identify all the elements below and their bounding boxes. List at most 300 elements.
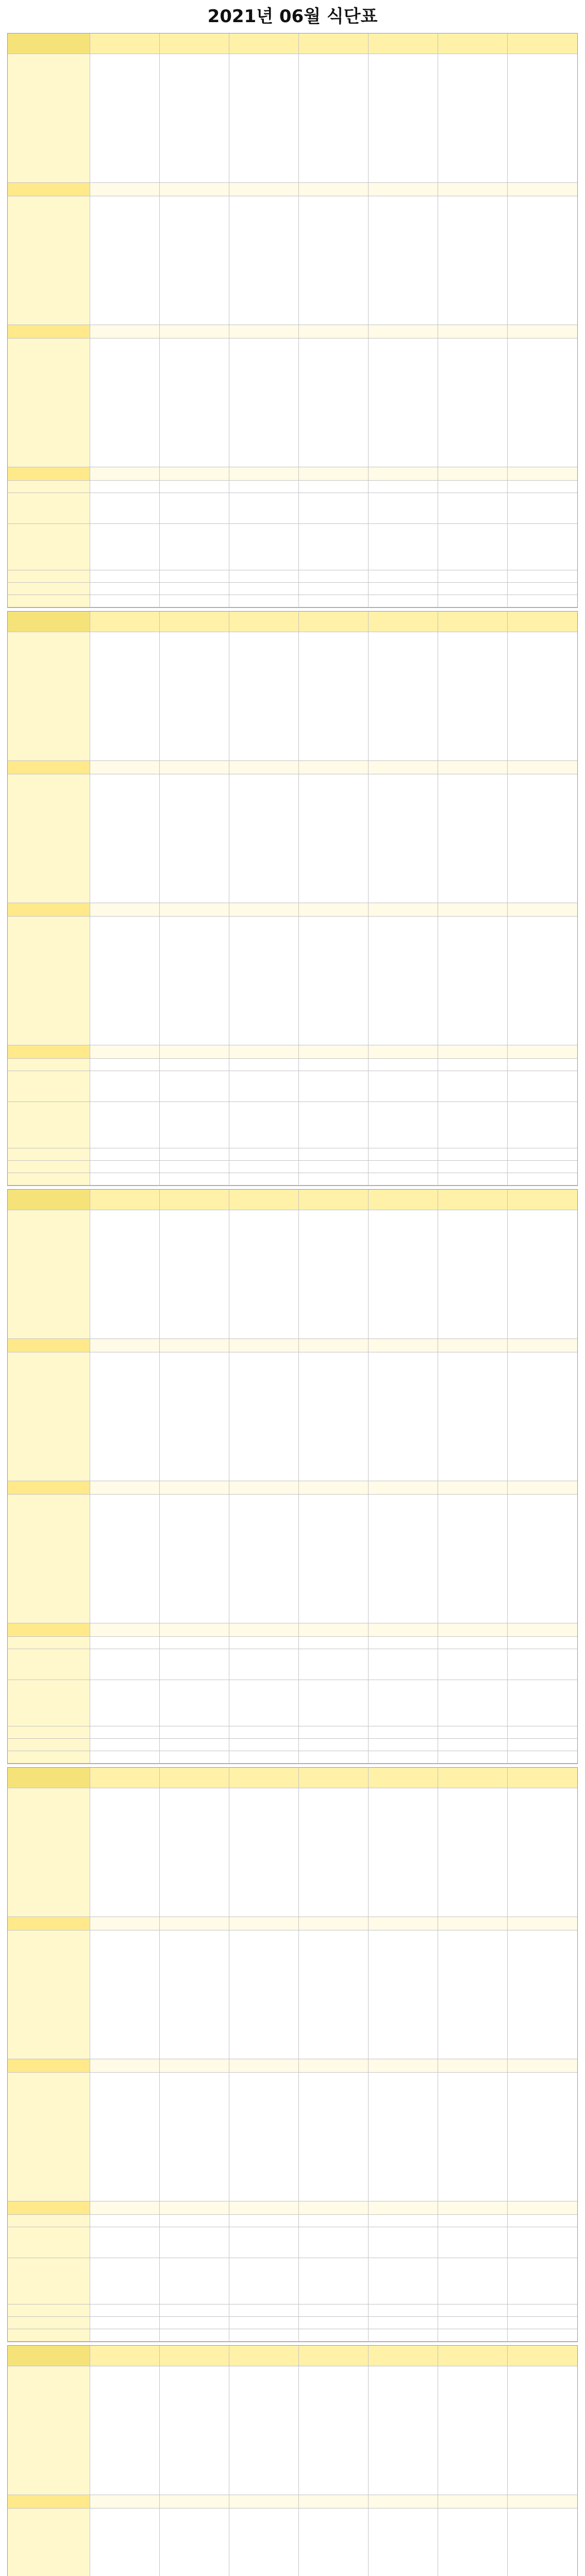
menu-cell: [369, 1059, 438, 1071]
menu-cell: [508, 1102, 577, 1148]
menu-cell: [508, 1352, 577, 1481]
menu-cell: [508, 1210, 577, 1339]
menu-cell: [229, 481, 299, 493]
menu-cell: [369, 2073, 438, 2201]
menu-cell: [438, 1173, 508, 1185]
menu-cell: [299, 2317, 369, 2329]
menu-cell: [369, 632, 438, 761]
day-header: [90, 1190, 160, 1210]
menu-cell: [508, 1680, 577, 1726]
calorie-cell: [229, 467, 299, 481]
menu-cell: [299, 1751, 369, 1764]
menu-cell: [160, 1161, 229, 1173]
calorie-cell: [90, 183, 160, 196]
row-label: [8, 196, 90, 325]
menu-cell: [508, 2073, 577, 2201]
day-header: [438, 33, 508, 54]
row-label: [8, 467, 90, 481]
menu-cell: [438, 2329, 508, 2342]
menu-cell: [369, 1649, 438, 1680]
week-table: [7, 611, 578, 1186]
menu-cell: [508, 2509, 577, 2576]
menu-cell: [229, 1680, 299, 1726]
row-label: [8, 481, 90, 493]
day-header: [229, 1190, 299, 1210]
menu-cell: [90, 1173, 160, 1185]
menu-cell: [369, 2509, 438, 2576]
day-header: [438, 1190, 508, 1210]
calorie-cell: [369, 1339, 438, 1352]
row-label: [8, 1102, 90, 1148]
row-label: [8, 570, 90, 583]
menu-cell: [90, 1161, 160, 1173]
calorie-cell: [438, 2059, 508, 2073]
calorie-cell: [160, 761, 229, 774]
menu-cell: [508, 1726, 577, 1739]
menu-cell: [369, 1739, 438, 1751]
menu-cell: [90, 2215, 160, 2227]
menu-cell: [369, 338, 438, 467]
calorie-cell: [90, 2495, 160, 2509]
menu-cell: [438, 1930, 508, 2059]
menu-cell: [90, 1649, 160, 1680]
calorie-cell: [229, 2201, 299, 2215]
row-label: [8, 2073, 90, 2201]
row-label: [8, 2329, 90, 2342]
menu-cell: [508, 2366, 577, 2495]
menu-cell: [299, 1726, 369, 1739]
menu-cell: [299, 917, 369, 1045]
day-header: [160, 1190, 229, 1210]
week-table: [7, 1767, 578, 2342]
calorie-cell: [160, 1623, 229, 1637]
menu-cell: [299, 2227, 369, 2258]
menu-cell: [299, 2366, 369, 2495]
menu-cell: [438, 2258, 508, 2304]
menu-cell: [160, 2258, 229, 2304]
menu-cell: [90, 583, 160, 595]
calorie-cell: [90, 1917, 160, 1930]
menu-cell: [369, 2304, 438, 2317]
menu-cell: [369, 570, 438, 583]
menu-cell: [160, 1173, 229, 1185]
calorie-cell: [160, 183, 229, 196]
menu-cell: [369, 2329, 438, 2342]
menu-cell: [160, 2329, 229, 2342]
header-corner: [8, 33, 90, 54]
row-label: [8, 903, 90, 917]
menu-cell: [438, 632, 508, 761]
menu-cell: [229, 2366, 299, 2495]
menu-cell: [299, 1173, 369, 1185]
menu-cell: [90, 1495, 160, 1623]
menu-cell: [90, 1680, 160, 1726]
menu-cell: [299, 1148, 369, 1161]
menu-cell: [438, 1739, 508, 1751]
menu-cell: [160, 2215, 229, 2227]
menu-cell: [369, 1680, 438, 1726]
menu-cell: [369, 2215, 438, 2227]
menu-cell: [160, 1352, 229, 1481]
calorie-cell: [160, 1481, 229, 1495]
day-header: [229, 612, 299, 632]
menu-cell: [229, 1102, 299, 1148]
menu-cell: [508, 1637, 577, 1649]
row-label: [8, 1623, 90, 1637]
menu-cell: [229, 595, 299, 607]
calorie-cell: [299, 1917, 369, 1930]
calorie-cell: [299, 1481, 369, 1495]
menu-cell: [299, 1637, 369, 1649]
calorie-cell: [508, 1045, 577, 1059]
menu-cell: [508, 2329, 577, 2342]
menu-cell: [508, 774, 577, 903]
day-header: [508, 33, 577, 54]
calorie-cell: [229, 1623, 299, 1637]
calorie-cell: [508, 467, 577, 481]
menu-cell: [90, 1071, 160, 1102]
menu-cell: [90, 2509, 160, 2576]
menu-cell: [90, 1739, 160, 1751]
menu-cell: [229, 1788, 299, 1917]
calorie-cell: [160, 2201, 229, 2215]
menu-cell: [508, 524, 577, 570]
menu-cell: [90, 2073, 160, 2201]
row-label: [8, 595, 90, 607]
calorie-cell: [90, 1339, 160, 1352]
calorie-cell: [229, 903, 299, 917]
row-label: [8, 2201, 90, 2215]
menu-cell: [508, 583, 577, 595]
menu-cell: [508, 2258, 577, 2304]
calorie-cell: [369, 1917, 438, 1930]
calorie-cell: [369, 2201, 438, 2215]
menu-cell: [160, 570, 229, 583]
menu-cell: [438, 1495, 508, 1623]
menu-cell: [160, 1751, 229, 1764]
row-label: [8, 1726, 90, 1739]
menu-cell: [508, 595, 577, 607]
menu-cell: [90, 774, 160, 903]
menu-cell: [160, 1495, 229, 1623]
row-label: [8, 1917, 90, 1930]
menu-cell: [229, 917, 299, 1045]
calorie-cell: [160, 1045, 229, 1059]
menu-cell: [299, 583, 369, 595]
menu-cell: [299, 196, 369, 325]
calorie-cell: [438, 2495, 508, 2509]
calorie-cell: [90, 903, 160, 917]
calorie-cell: [508, 1917, 577, 1930]
menu-cell: [90, 1930, 160, 2059]
row-label: [8, 2304, 90, 2317]
row-label: [8, 1637, 90, 1649]
calorie-cell: [160, 1917, 229, 1930]
menu-cell: [229, 196, 299, 325]
menu-cell: [369, 1161, 438, 1173]
day-header: [299, 33, 369, 54]
row-label: [8, 2227, 90, 2258]
row-label: [8, 524, 90, 570]
menu-cell: [369, 1637, 438, 1649]
day-header: [160, 612, 229, 632]
menu-cell: [508, 1788, 577, 1917]
week-table: [7, 33, 578, 608]
day-header: [299, 2346, 369, 2366]
menu-cell: [438, 1726, 508, 1739]
calorie-cell: [438, 1339, 508, 1352]
row-label: [8, 1495, 90, 1623]
menu-cell: [90, 481, 160, 493]
menu-cell: [160, 1637, 229, 1649]
day-header: [229, 33, 299, 54]
row-label: [8, 1649, 90, 1680]
menu-cell: [369, 524, 438, 570]
calorie-cell: [229, 325, 299, 338]
menu-cell: [438, 1102, 508, 1148]
menu-cell: [299, 493, 369, 524]
menu-cell: [438, 595, 508, 607]
menu-cell: [160, 1726, 229, 1739]
menu-cell: [160, 481, 229, 493]
menu-cell: [438, 1649, 508, 1680]
row-label: [8, 1481, 90, 1495]
calorie-cell: [438, 467, 508, 481]
menu-cell: [229, 1161, 299, 1173]
menu-cell: [299, 2329, 369, 2342]
calorie-cell: [369, 467, 438, 481]
calorie-cell: [369, 325, 438, 338]
calorie-cell: [369, 183, 438, 196]
menu-cell: [369, 1071, 438, 1102]
calorie-cell: [369, 1481, 438, 1495]
menu-cell: [160, 917, 229, 1045]
menu-cell: [229, 338, 299, 467]
calorie-cell: [229, 761, 299, 774]
calorie-cell: [508, 903, 577, 917]
row-label: [8, 774, 90, 903]
menu-cell: [90, 1059, 160, 1071]
menu-cell: [438, 2509, 508, 2576]
calorie-cell: [90, 1623, 160, 1637]
row-label: [8, 2495, 90, 2509]
row-label: [8, 183, 90, 196]
row-label: [8, 1161, 90, 1173]
menu-cell: [508, 1739, 577, 1751]
menu-cell: [438, 1210, 508, 1339]
calorie-cell: [229, 2059, 299, 2073]
menu-cell: [299, 1059, 369, 1071]
menu-cell: [160, 2304, 229, 2317]
menu-cell: [508, 493, 577, 524]
menu-cell: [508, 917, 577, 1045]
row-label: [8, 1148, 90, 1161]
menu-cell: [438, 583, 508, 595]
menu-cell: [90, 2317, 160, 2329]
menu-cell: [299, 570, 369, 583]
menu-cell: [160, 632, 229, 761]
menu-cell: [438, 2317, 508, 2329]
menu-cell: [438, 338, 508, 467]
calorie-cell: [438, 1045, 508, 1059]
menu-cell: [299, 1495, 369, 1623]
row-label: [8, 1751, 90, 1764]
menu-cell: [438, 570, 508, 583]
menu-cell: [369, 1352, 438, 1481]
menu-cell: [369, 1930, 438, 2059]
menu-cell: [229, 1649, 299, 1680]
menu-cell: [299, 1071, 369, 1102]
menu-cell: [229, 524, 299, 570]
menu-cell: [369, 1751, 438, 1764]
menu-cell: [369, 1495, 438, 1623]
calorie-cell: [90, 2201, 160, 2215]
day-header: [90, 612, 160, 632]
calorie-cell: [90, 467, 160, 481]
menu-cell: [90, 595, 160, 607]
menu-cell: [299, 632, 369, 761]
menu-cell: [369, 774, 438, 903]
calorie-cell: [160, 325, 229, 338]
calorie-cell: [90, 1481, 160, 1495]
menu-cell: [229, 1352, 299, 1481]
menu-cell: [90, 54, 160, 183]
menu-cell: [508, 2304, 577, 2317]
menu-cell: [369, 196, 438, 325]
menu-cell: [438, 1680, 508, 1726]
row-label: [8, 761, 90, 774]
day-header: [508, 612, 577, 632]
menu-cell: [438, 481, 508, 493]
menu-cell: [369, 493, 438, 524]
menu-cell: [90, 917, 160, 1045]
day-header: [508, 1768, 577, 1788]
week-table: [7, 1189, 578, 1764]
menu-cell: [90, 570, 160, 583]
menu-cell: [369, 917, 438, 1045]
menu-cell: [90, 1751, 160, 1764]
row-label: [8, 2258, 90, 2304]
row-label: [8, 325, 90, 338]
menu-cell: [299, 1739, 369, 1751]
menu-cell: [229, 1495, 299, 1623]
calorie-cell: [90, 761, 160, 774]
menu-cell: [508, 1161, 577, 1173]
day-header: [229, 1768, 299, 1788]
menu-cell: [438, 1637, 508, 1649]
row-label: [8, 2059, 90, 2073]
calorie-cell: [438, 1623, 508, 1637]
menu-cell: [229, 1751, 299, 1764]
menu-cell: [229, 1726, 299, 1739]
calorie-cell: [369, 903, 438, 917]
menu-cell: [90, 632, 160, 761]
calorie-cell: [508, 1339, 577, 1352]
menu-cell: [229, 774, 299, 903]
calorie-cell: [299, 325, 369, 338]
menu-cell: [299, 1649, 369, 1680]
calorie-cell: [229, 183, 299, 196]
calorie-cell: [369, 761, 438, 774]
calorie-cell: [299, 2059, 369, 2073]
row-label: [8, 1680, 90, 1726]
day-header: [508, 1190, 577, 1210]
menu-cell: [438, 2215, 508, 2227]
calorie-cell: [508, 2201, 577, 2215]
menu-cell: [229, 1173, 299, 1185]
row-label: [8, 917, 90, 1045]
menu-cell: [438, 524, 508, 570]
row-label: [8, 1352, 90, 1481]
menu-cell: [369, 595, 438, 607]
row-label: [8, 1739, 90, 1751]
menu-cell: [299, 338, 369, 467]
calorie-cell: [508, 325, 577, 338]
menu-cell: [438, 1751, 508, 1764]
row-label: [8, 583, 90, 595]
menu-cell: [438, 2073, 508, 2201]
menu-cell: [90, 2366, 160, 2495]
menu-cell: [438, 2304, 508, 2317]
menu-cell: [508, 54, 577, 183]
row-label: [8, 1059, 90, 1071]
menu-cell: [160, 595, 229, 607]
calorie-cell: [160, 467, 229, 481]
menu-cell: [90, 196, 160, 325]
day-header: [438, 2346, 508, 2366]
calorie-cell: [369, 1045, 438, 1059]
calorie-cell: [299, 2495, 369, 2509]
menu-cell: [90, 1210, 160, 1339]
calorie-cell: [438, 903, 508, 917]
day-header: [90, 33, 160, 54]
menu-cell: [508, 570, 577, 583]
calorie-cell: [229, 1481, 299, 1495]
menu-cell: [229, 1210, 299, 1339]
menu-cell: [160, 524, 229, 570]
day-header: [160, 2346, 229, 2366]
calorie-cell: [90, 325, 160, 338]
day-header: [369, 612, 438, 632]
menu-cell: [438, 1161, 508, 1173]
menu-cell: [160, 1788, 229, 1917]
menu-cell: [299, 1788, 369, 1917]
menu-cell: [299, 1161, 369, 1173]
calorie-cell: [438, 183, 508, 196]
calorie-cell: [160, 1339, 229, 1352]
calorie-cell: [299, 903, 369, 917]
menu-cell: [160, 2073, 229, 2201]
menu-cell: [438, 1788, 508, 1917]
menu-cell: [229, 2509, 299, 2576]
menu-cell: [508, 1495, 577, 1623]
menu-cell: [438, 1071, 508, 1102]
menu-cell: [369, 1788, 438, 1917]
menu-cell: [160, 2227, 229, 2258]
row-label: [8, 1788, 90, 1917]
menu-cell: [438, 196, 508, 325]
menu-cell: [229, 493, 299, 524]
menu-cell: [369, 2317, 438, 2329]
menu-cell: [90, 338, 160, 467]
menu-cell: [299, 2304, 369, 2317]
menu-cell: [229, 1148, 299, 1161]
calorie-cell: [299, 761, 369, 774]
row-label: [8, 54, 90, 183]
day-header: [299, 612, 369, 632]
menu-cell: [160, 2317, 229, 2329]
day-header: [299, 1768, 369, 1788]
